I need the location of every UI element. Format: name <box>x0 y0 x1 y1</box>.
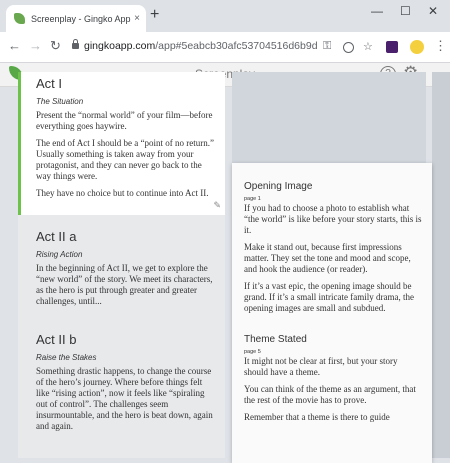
browser-toolbar <box>0 32 450 63</box>
card-paragraph: In the beginning of Act II, we get to explore the “new world” of the story. We meet its characters, as the hero is put through greater and greater challenges, until... <box>36 263 213 306</box>
card-paragraph: If you had to choose a photo to establish what “the world” is like before your story starts, this is it. <box>244 203 422 235</box>
chrome-menu-icon[interactable]: ⋮ <box>434 38 447 53</box>
card-act-2a[interactable] <box>18 229 225 313</box>
children-panel <box>232 163 432 463</box>
card-heading: Opening Image <box>244 181 313 192</box>
tab-title: Screenplay - Gingko App <box>31 13 131 24</box>
card-theme-stated[interactable] <box>244 334 422 423</box>
card-paragraph: Something drastic happens, to change the course of the hero’s journey. Where before things felt like “rising action”, now it feels like “spiraling out of control”. The challenges seem insurmountable, and the hero is beat down, again and again. <box>36 366 213 431</box>
back-icon[interactable]: ← <box>8 38 21 53</box>
card-subheading: Rising Action <box>36 250 83 259</box>
page-number: page 5 <box>244 349 261 355</box>
page-number: page 1 <box>244 196 261 202</box>
lock-icon <box>72 43 79 49</box>
card-heading: Act I <box>36 76 63 91</box>
card-heading: Act II b <box>36 332 77 347</box>
card-heading: Act II a <box>36 229 77 244</box>
card-paragraph: Remember that a theme is there to guide <box>244 412 390 422</box>
profile-avatar-icon[interactable] <box>410 40 424 54</box>
column-3 <box>432 72 450 458</box>
browser-tab[interactable] <box>6 5 146 32</box>
card-paragraph: Make it stand out, because first impressions matter. They set the tone and mood and scope, and hook the audience (or reader). <box>244 242 411 274</box>
card-act-2b[interactable] <box>18 332 225 438</box>
address-bar[interactable] <box>84 40 318 52</box>
cast-icon[interactable] <box>343 42 354 53</box>
edit-pencil-icon[interactable]: ✎ <box>213 200 221 210</box>
url-host: gingkoapp.com <box>84 40 156 52</box>
card-subheading: The Situation <box>36 97 84 106</box>
card-paragraph: They have no choice but to continue into Act II. <box>36 188 209 198</box>
browser-tab-strip <box>0 0 450 32</box>
card-paragraph: The end of Act I should be a “point of no return.” Usually something is taken away from your protagonist, and they can never go back to the way things were. <box>36 138 214 181</box>
card-act-1[interactable] <box>18 72 225 215</box>
card-opening-image[interactable] <box>244 181 422 314</box>
minimize-icon[interactable]: — <box>371 4 383 18</box>
maximize-icon[interactable]: ☐ <box>400 4 411 18</box>
forward-icon[interactable]: → <box>29 38 42 53</box>
reload-icon[interactable]: ↻ <box>50 38 61 53</box>
bookmark-star-icon[interactable]: ☆ <box>363 41 373 53</box>
card-paragraph: It might not be clear at first, but your story should have a theme. <box>244 356 398 377</box>
card-paragraph: You can think of the theme as an argument, that the rest of the movie has to prove. <box>244 384 416 405</box>
extension-icon[interactable] <box>386 41 398 53</box>
tab-close-icon[interactable]: × <box>134 13 140 24</box>
window-close-icon[interactable]: ✕ <box>428 4 439 18</box>
url-path: /app#5eabcb30afc53704516d6b9d <box>155 40 318 52</box>
card-subheading: Raise the Stakes <box>36 353 97 362</box>
card-heading: Theme Stated <box>244 334 307 345</box>
key-icon[interactable]: ⚿ <box>323 40 332 52</box>
card-paragraph: If it’s a vast epic, the opening image should be grand. If it’s a small intricate family drama, the opening images are small and subdued. <box>244 281 414 313</box>
new-tab-icon[interactable]: + <box>150 6 160 23</box>
card-paragraph: Present the “normal world” of your film—before everything goes haywire. <box>36 110 213 131</box>
gingko-favicon-icon <box>14 13 25 24</box>
